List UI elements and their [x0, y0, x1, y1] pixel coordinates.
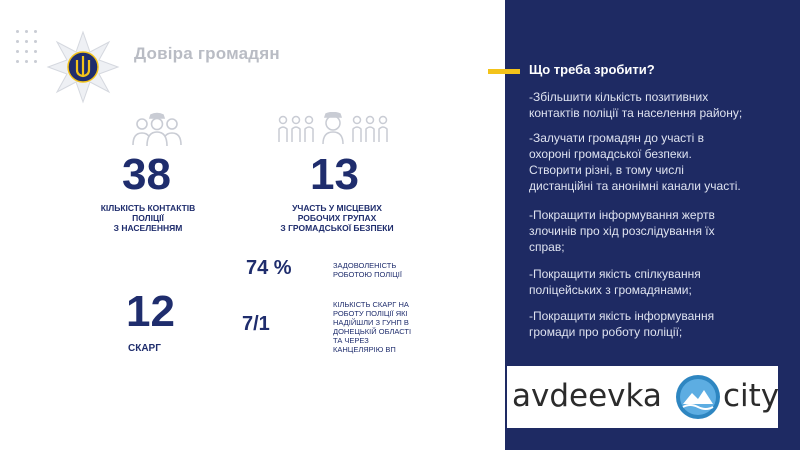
action-item: [529, 207, 789, 255]
ratio-caption-line: РОБОТУ ПОЛІЦІЇ ЯКІ: [333, 309, 408, 318]
action-item-line: охороні громадської безпеки.: [529, 147, 692, 161]
satisfaction-caption-line: РОБОТОЮ ПОЛІЦІЇ: [333, 270, 402, 279]
action-item-line: дистанційні та анонімні канали участі.: [529, 179, 741, 193]
action-item-line: поліцейських з громадянами;: [529, 283, 692, 297]
complaints-label: СКАРГ: [128, 343, 161, 354]
police-emblem-icon: [46, 30, 120, 104]
accent-bar: [488, 69, 520, 74]
ratio-caption-line: ТА ЧЕРЕЗ: [333, 336, 369, 345]
participation-count: 13: [310, 150, 359, 199]
city-logo-icon: [675, 374, 721, 420]
action-item-line: -Збільшити кількість позитивних: [529, 90, 709, 104]
action-item-line: справ;: [529, 240, 565, 254]
page-title: Довіра громадян: [134, 44, 280, 63]
watermark-left-text: avdeevka: [512, 378, 662, 414]
ratio-caption-line: ДОНЕЦЬКІЙ ОБЛАСТІ: [333, 327, 412, 336]
contacts-caption: [88, 203, 208, 233]
participation-caption-line: З ГРОМАДСЬКОЇ БЕЗПЕКИ: [280, 223, 394, 233]
ratio-caption: [333, 300, 411, 354]
action-item-line: -Покращити якість інформування: [529, 309, 715, 323]
action-item-line: Створити різні, в тому числі: [529, 163, 684, 177]
action-item-line: -Залучати громадян до участі в: [529, 131, 705, 145]
police-officers-icon: [130, 112, 184, 146]
action-item: [529, 308, 789, 340]
action-item-line: контактів поліції та населення району;: [529, 106, 743, 120]
action-item: [529, 89, 789, 121]
satisfaction-caption: [333, 261, 402, 279]
complaints-ratio: 7/1: [242, 313, 270, 335]
contacts-caption-line: КІЛЬКІСТЬ КОНТАКТІВ ПОЛІЦІЇ: [100, 203, 196, 223]
actions-heading: Що треба зробити?: [529, 62, 655, 77]
satisfaction-caption-line: ЗАДОВОЛЕНІСТЬ: [333, 261, 397, 270]
satisfaction-value: 74 %: [246, 257, 292, 279]
participation-caption-line: РОБОЧИХ ГРУПАХ: [297, 213, 377, 223]
contacts-caption-line: З НАСЕЛЕННЯМ: [113, 223, 183, 233]
ratio-caption-line: КАНЦЕЛЯРІЮ ВП: [333, 345, 396, 354]
ratio-caption-line: НАДІЙШЛИ З ГУНП В: [333, 318, 409, 327]
participation-caption: [272, 203, 402, 233]
action-item: [529, 266, 789, 298]
watermark-right-text: city: [723, 378, 780, 414]
action-item-line: -Покращити інформування жертв: [529, 208, 715, 222]
participation-caption-line: УЧАСТЬ У МІСЦЕВИХ: [292, 203, 382, 213]
action-item: [529, 130, 789, 194]
complaints-count: 12: [126, 287, 175, 336]
ratio-caption-line: КІЛЬКІСТЬ СКАРГ НА: [333, 300, 409, 309]
watermark: [507, 366, 778, 428]
action-item-line: злочинів про хід розслідування їх: [529, 224, 715, 238]
action-item-line: громади про роботу поліції;: [529, 325, 683, 339]
action-item-line: -Покращити якість спілкування: [529, 267, 701, 281]
contacts-count: 38: [122, 150, 171, 199]
decorative-dots: [16, 30, 42, 76]
people-group-icon: [277, 112, 389, 144]
